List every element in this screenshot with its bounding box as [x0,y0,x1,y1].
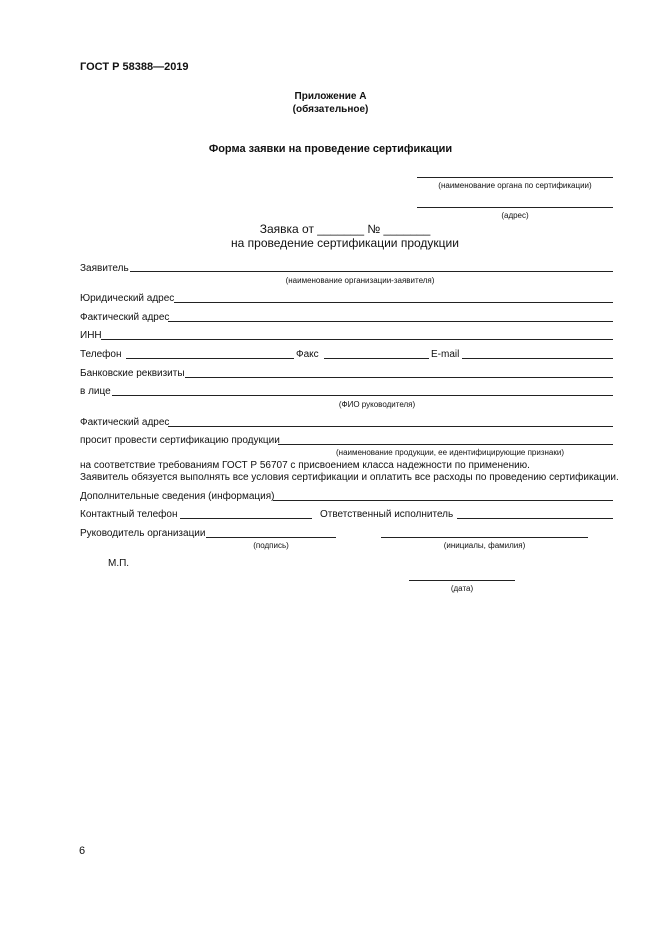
head-label: Руководитель организации [80,528,206,539]
fax-line [324,358,429,359]
fax-label: Факс [296,349,319,360]
form-title: Форма заявки на проведение сертификации [208,143,453,155]
legal-address-label: Юридический адрес [80,293,175,304]
appendix-title: Приложение А [294,91,367,102]
signature-line [206,537,336,538]
date-caption: (дата) [450,584,474,593]
responsible-label: Ответственный исполнитель [320,509,454,520]
application-number-line: Заявка от _______ № _______ [259,222,431,236]
request-line [278,444,613,445]
phone-line [126,358,294,359]
inn-label: ИНН [80,330,102,341]
represented-by-line [112,395,613,396]
document-code: ГОСТ Р 58388—2019 [80,61,189,73]
bank-details-line [185,377,613,378]
page-number: 6 [79,845,86,857]
recipient-address-caption: (адрес) [501,211,529,220]
represented-caption: (ФИО руководителя) [338,400,416,409]
email-line [462,358,613,359]
additional-info-line [273,500,613,501]
date-line [409,580,515,581]
actual-address-2-line [168,426,613,427]
applicant-label: Заявитель [80,263,129,274]
additional-info-label: Дополнительные сведения (информация) [80,491,275,502]
recipient-org-line [417,177,613,178]
actual-address-2-label: Фактический адрес [80,417,170,428]
responsible-line [457,518,613,519]
name-caption: (инициалы, фамилия) [443,541,526,550]
actual-address-label: Фактический адрес [80,312,170,323]
applicant-line [130,271,613,272]
email-label: E-mail [431,349,460,360]
name-line [381,537,588,538]
signature-caption: (подпись) [253,541,289,550]
phone-label: Телефон [80,349,122,360]
request-caption: (наименование продукции, ее идентифицирующие признаки) [335,448,565,457]
recipient-address-line [417,207,613,208]
inn-line [101,339,613,340]
appendix-note: (обязательное) [292,104,369,115]
recipient-org-caption: (наименование органа по сертификации) [438,181,592,190]
actual-address-line [168,321,613,322]
applicant-caption: (наименование организации-заявителя) [285,276,435,285]
represented-by-label: в лице [80,386,111,397]
application-subject: на проведение сертификации продукции [231,236,459,250]
contact-phone-label: Контактный телефон [80,509,178,520]
conformity-text: на соответствие требованиям ГОСТ Р 56707 с присвоением класса надежности по применению. [80,460,530,471]
bank-details-label: Банковские реквизиты [80,368,185,379]
request-label: просит провести сертификацию продукции [80,435,280,446]
stamp-label: М.П. [108,558,130,569]
contact-phone-line [180,518,312,519]
legal-address-line [174,302,613,303]
obligation-text: Заявитель обязуется выполнять все условия сертификации и оплатить все расходы по проведению сертификации. [80,472,619,483]
